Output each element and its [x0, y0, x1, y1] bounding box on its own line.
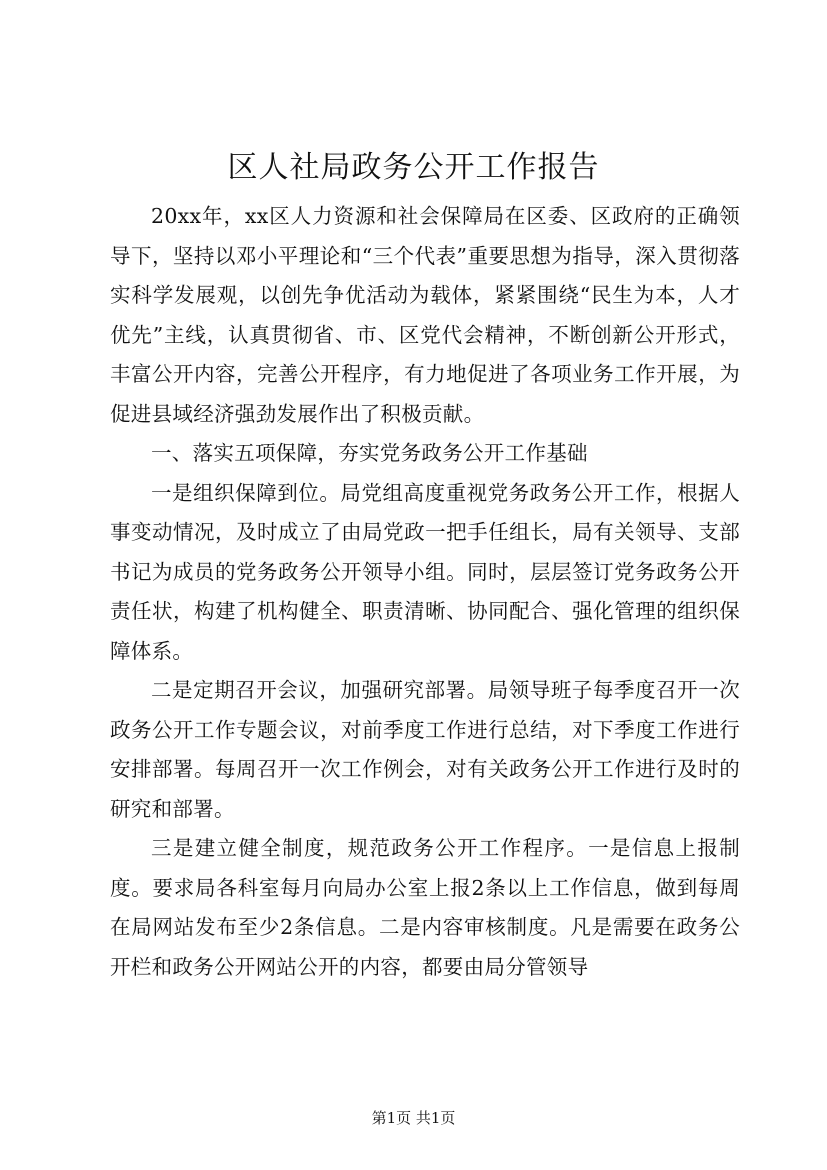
paragraph-meetings: 二是定期召开会议，加强研究部署。局领导班子每季度召开一次政务公开工作专题会议，对前季度工作进行总结，对下季度工作进行安排部署。每周召开一次工作例会，对有关政务公开工作进行及时的研究和部署。 [110, 678, 740, 821]
page-footer: 第1页 共1页 [371, 1109, 456, 1127]
section-heading-1: 一、落实五项保障，夯实党务政务公开工作基础 [151, 441, 588, 465]
paragraph-intro: 20xx年，xx区人力资源和社会保障局在区委、区政府的正确领导下，坚持以邓小平理论和“三个代表”重要思想为指导，深入贯彻落实科学发展观，以创先争优活动为载体，紧紧围绕“民生为本，人才优先”主线，认真贯彻省、市、区党代会精神，不断创新公开形式，丰富公开内容，完善公开程序，有力地促进了各项业务工作开展，为促进县域经济强劲发展作出了积极贡献。 [110, 204, 740, 426]
document-title: 区人社局政务公开工作报告 [227, 150, 600, 185]
document-body [110, 197, 740, 987]
paragraph-organization: 一是组织保障到位。局党组高度重视党务政务公开工作，根据人事变动情况，及时成立了由局党政一把手任组长，局有关领导、支部书记为成员的党务政务公开领导小组。同时，层层签订党务政务公开责任状，构建了机构健全、职责清晰、协同配合、强化管理的组织保障体系。 [110, 480, 740, 663]
paragraph-systems: 三是建立健全制度，规范政务公开工作程序。一是信息上报制度。要求局各科室每月向局办公室上报2条以上工作信息，做到每周在局网站发布至少2条信息。二是内容审核制度。凡是需要在政务公开栏和政务公开网站公开的内容，都要由局分管领导 [110, 836, 740, 979]
